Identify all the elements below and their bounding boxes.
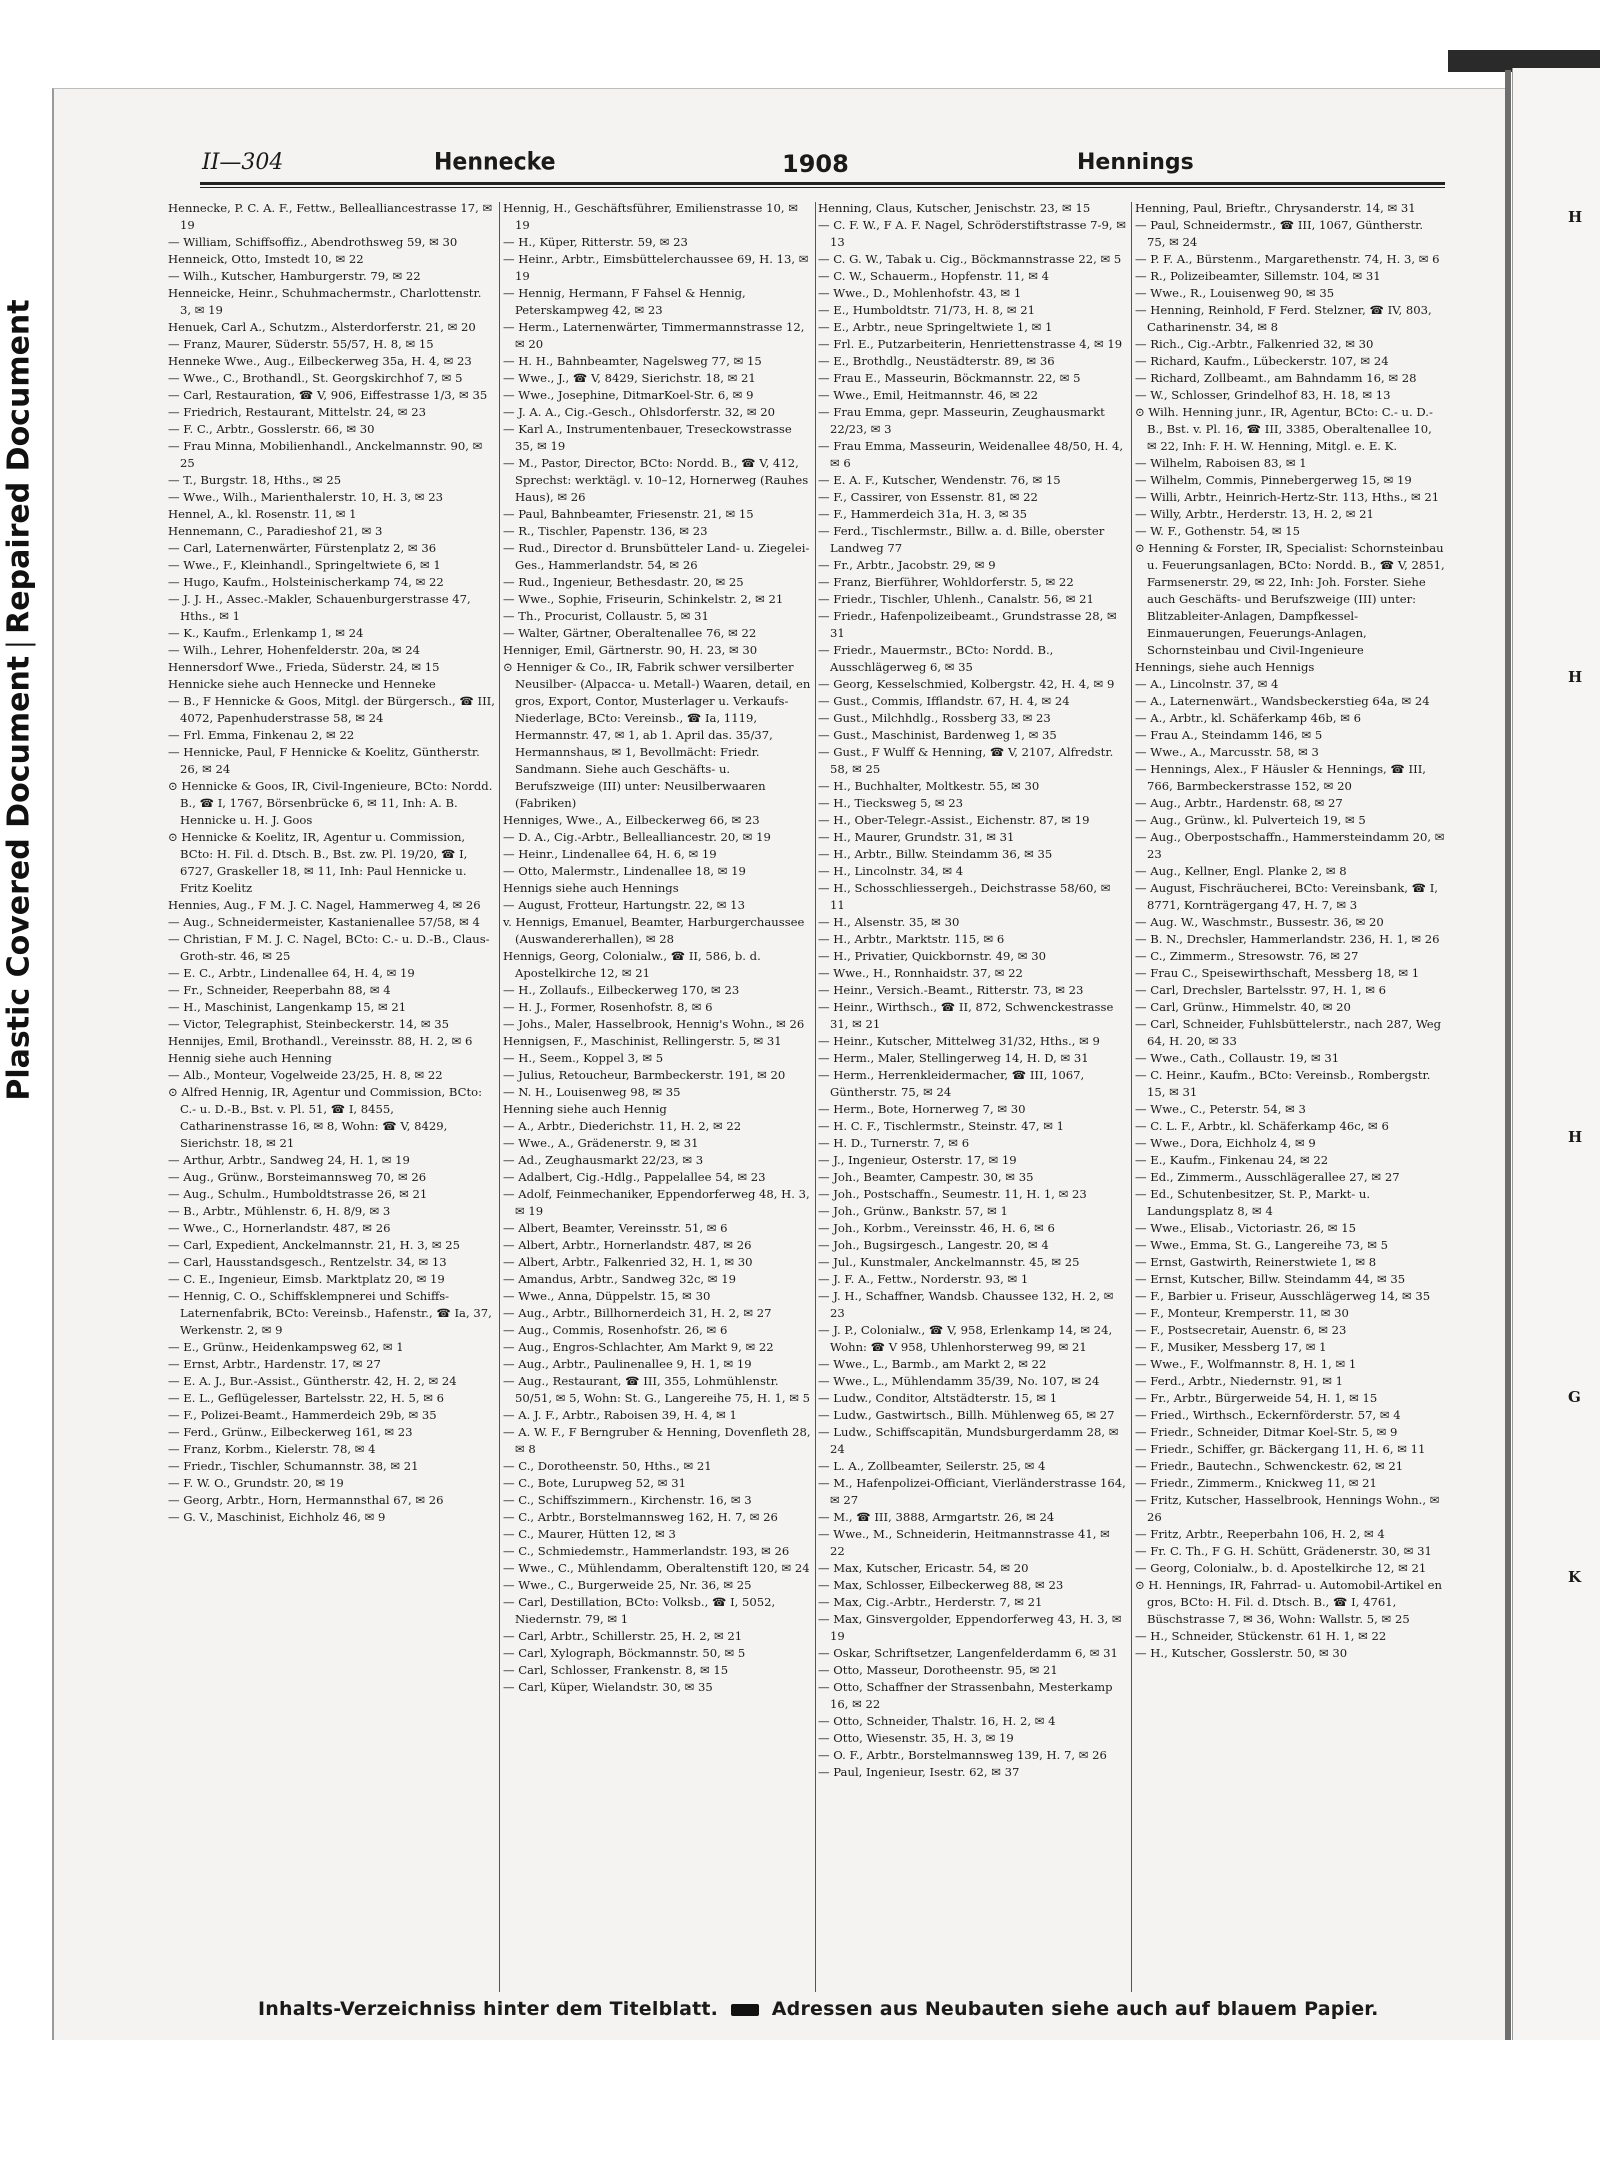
directory-entry: — L. A., Zollbeamter, Seilerstr. 25, ✉ 4 xyxy=(818,1459,1046,1473)
page-number: II—304 xyxy=(202,150,284,175)
directory-entry: — Ad., Zeughausmarkt 22/23, ✉ 3 xyxy=(503,1153,704,1167)
directory-entry: — H., Alsenstr. 35, ✉ 30 xyxy=(818,915,960,929)
directory-entry: — Carl, Schlosser, Frankenstr. 8, ✉ 15 xyxy=(503,1663,729,1677)
directory-entry: — E. A. J., Bur.-Assist., Güntherstr. 42, H. 2, ✉ 24 xyxy=(168,1374,457,1388)
directory-entry: — H., Schneider, Stückenstr. 61 H. 1, ✉ 22 xyxy=(1135,1629,1387,1643)
directory-entry: — A., Arbtr., Diederichstr. 11, H. 2, ✉ 22 xyxy=(503,1119,742,1133)
directory-entry: — Christian, F M. J. C. Nagel, BCto: C.- u. D.-B., Claus-Groth-str. 46, ✉ 25 xyxy=(168,932,490,963)
directory-entry: — Wwe., L., Barmb., am Markt 2, ✉ 22 xyxy=(818,1357,1047,1371)
directory-entry: — Heinr., Lindenallee 64, H. 6, ✉ 19 xyxy=(503,847,717,861)
directory-entry: — Rud., Director d. Brunsbütteler Land- u. Ziegelei-Ges., Hammerlandstr. 54, ✉ 26 xyxy=(503,541,810,572)
directory-entry: — Fr. C. Th., F G. H. Schütt, Grädenerstr. 30, ✉ 31 xyxy=(1135,1544,1432,1558)
directory-entry: — E., Brothdlg., Neustädterstr. 89, ✉ 36 xyxy=(818,354,1055,368)
directory-entry: — Jul., Kunstmaler, Anckelmannstr. 45, ✉ 25 xyxy=(818,1255,1080,1269)
directory-entry: — F. W. O., Grundstr. 20, ✉ 19 xyxy=(168,1476,344,1490)
directory-entry: — Wwe., C., Brothandl., St. Georgskirchhof 7, ✉ 5 xyxy=(168,371,463,385)
adjacent-page-letter: K xyxy=(1568,1568,1582,1586)
directory-column-2 xyxy=(503,200,813,2000)
directory-entry: — H. H., Bahnbeamter, Nagelsweg 77, ✉ 15 xyxy=(503,354,762,368)
directory-entry: Hennigsen, F., Maschinist, Rellingerstr. 5, ✉ 31 xyxy=(503,1034,782,1048)
directory-entry: — Frau C., Speisewirthschaft, Messberg 18, ✉ 1 xyxy=(1135,966,1420,980)
directory-entry: — H., Küper, Ritterstr. 59, ✉ 23 xyxy=(503,235,688,249)
directory-entry: — Joh., Postschaffn., Seumestr. 11, H. 1, ✉ 23 xyxy=(818,1187,1087,1201)
side-label-separator xyxy=(5,644,35,646)
directory-entry: — Carl, Xylograph, Böckmannstr. 50, ✉ 5 xyxy=(503,1646,746,1660)
directory-entry: — F., Barbier u. Friseur, Ausschlägerweg 14, ✉ 35 xyxy=(1135,1289,1431,1303)
directory-entry: — R., Polizeibeamter, Sillemstr. 104, ✉ 31 xyxy=(1135,269,1381,283)
directory-entry: — F., Musiker, Messberg 17, ✉ 1 xyxy=(1135,1340,1327,1354)
directory-entry: Hennigs siehe auch Hennings xyxy=(503,881,679,895)
directory-entry: — H. C. F., Tischlermstr., Steinstr. 47, ✉ 1 xyxy=(818,1119,1065,1133)
directory-entry: — M., Pastor, Director, BCto: Nordd. B., ☎ V, 412, Sprechst: werktägl. v. 10–12, Hornerweg (Rauhes Haus), ✉ 26 xyxy=(503,456,809,504)
page-footer xyxy=(258,1998,1438,2020)
directory-entry: Hennicke siehe auch Hennecke und Henneke xyxy=(168,677,436,691)
directory-entry: — Wwe., C., Burgerweide 25, Nr. 36, ✉ 25 xyxy=(503,1578,752,1592)
directory-entry: — Friedr., Tischler, Uhlenh., Canalstr. 56, ✉ 21 xyxy=(818,592,1094,606)
directory-entry: — Friedr., Bautechn., Schwenckestr. 62, ✉ 21 xyxy=(1135,1459,1404,1473)
directory-entry: — Frl. Emma, Finkenau 2, ✉ 22 xyxy=(168,728,355,742)
directory-entry: — F., Hammerdeich 31a, H. 3, ✉ 35 xyxy=(818,507,1028,521)
directory-entry: — K., Kaufm., Erlenkamp 1, ✉ 24 xyxy=(168,626,364,640)
directory-entry: — Heinr., Wirthsch., ☎ II, 872, Schwenckestrasse 31, ✉ 21 xyxy=(818,1000,1114,1031)
directory-entry: — Wwe., F., Wolfmannstr. 8, H. 1, ✉ 1 xyxy=(1135,1357,1357,1371)
directory-entry: — Aug., Arbtr., Paulinenallee 9, H. 1, ✉ 19 xyxy=(503,1357,752,1371)
directory-entry: — E. C., Arbtr., Lindenallee 64, H. 4, ✉ 19 xyxy=(168,966,415,980)
directory-entry: — Paul, Schneidermstr., ☎ III, 1067, Güntherstr. 75, ✉ 24 xyxy=(1135,218,1424,249)
directory-entry: Hennig, H., Geschäftsführer, Emilienstrasse 10, ✉ 19 xyxy=(503,201,798,232)
directory-entry: — Wwe., D., Mohlenhofstr. 43, ✉ 1 xyxy=(818,286,1022,300)
directory-entry: — Wwe., Cath., Collaustr. 19, ✉ 31 xyxy=(1135,1051,1340,1065)
directory-entry: v. Hennigs, Emanuel, Beamter, Harburgerchaussee (Auswandererhallen), ✉ 28 xyxy=(503,915,805,946)
directory-entry: — Th., Procurist, Collaustr. 5, ✉ 31 xyxy=(503,609,709,623)
side-label-left: Plastic Covered Document xyxy=(1,655,37,1101)
directory-entry: — Franz, Maurer, Süderstr. 55/57, H. 8, ✉ 15 xyxy=(168,337,434,351)
directory-entry: — Wwe., J., ☎ V, 8429, Sierichstr. 18, ✉ 21 xyxy=(503,371,756,385)
directory-entry: — Georg, Colonialw., b. d. Apostelkirche 12, ✉ 21 xyxy=(1135,1561,1427,1575)
directory-entry: — Wilh., Kutscher, Hamburgerstr. 79, ✉ 22 xyxy=(168,269,421,283)
directory-entry: — E., Grünw., Heidenkampsweg 62, ✉ 1 xyxy=(168,1340,404,1354)
directory-entry: Henneke Wwe., Aug., Eilbeckerweg 35a, H. 4, ✉ 23 xyxy=(168,354,472,368)
directory-entry: — Gust., Commis, Ifflandstr. 67, H. 4, ✉ 24 xyxy=(818,694,1070,708)
directory-entry: — Herm., Herrenkleidermacher, ☎ III, 1067, Güntherstr. 75, ✉ 24 xyxy=(818,1068,1085,1099)
directory-entry: Hennies, Aug., F M. J. C. Nagel, Hammerweg 4, ✉ 26 xyxy=(168,898,481,912)
directory-entry: — Henning, Reinhold, F Ferd. Stelzner, ☎ IV, 803, Catharinenstr. 34, ✉ 8 xyxy=(1135,303,1432,334)
directory-entry: — E., Kaufm., Finkenau 24, ✉ 22 xyxy=(1135,1153,1329,1167)
adjacent-page-edge xyxy=(1512,68,1600,2040)
directory-entry: Hennigs, Georg, Colonialw., ☎ II, 586, b. d. Apostelkirche 12, ✉ 21 xyxy=(503,949,761,980)
directory-entry: — C. Heinr., Kaufm., BCto: Vereinsb., Rombergstr. 15, ✉ 31 xyxy=(1135,1068,1431,1099)
directory-entry: — A. W. F., F Berngruber & Henning, Dovenfleth 28, ✉ 8 xyxy=(503,1425,811,1456)
directory-entry: — C. E., Ingenieur, Eimsb. Marktplatz 20, ✉ 19 xyxy=(168,1272,445,1286)
directory-entry: — Franz, Bierführer, Wohldorferstr. 5, ✉ 22 xyxy=(818,575,1074,589)
directory-entry: — E. L., Geflügelesser, Bartelsstr. 22, H. 5, ✉ 6 xyxy=(168,1391,444,1405)
directory-entry: — Aug., Arbtr., Billhornerdeich 31, H. 2, ✉ 27 xyxy=(503,1306,772,1320)
directory-entry: — Karl A., Instrumentenbauer, Treseckowstrasse 35, ✉ 19 xyxy=(503,422,792,453)
adjacent-page-letter: G xyxy=(1568,1388,1581,1406)
directory-entry: Henning, Paul, Brieftr., Chrysanderstr. 14, ✉ 31 xyxy=(1135,201,1416,215)
directory-entry: — F., Postsecretair, Auenstr. 6, ✉ 23 xyxy=(1135,1323,1347,1337)
footer-address-note: Adressen aus Neubauten siehe auch auf blauem Papier. xyxy=(771,1998,1379,2020)
directory-entry: — Paul, Bahnbeamter, Friesenstr. 21, ✉ 15 xyxy=(503,507,754,521)
directory-entry: Hennemann, C., Paradieshof 21, ✉ 3 xyxy=(168,524,383,538)
side-label-right: Repaired Document xyxy=(1,299,37,634)
directory-entry: — Ed., Zimmerm., Ausschlägerallee 27, ✉ 27 xyxy=(1135,1170,1400,1184)
directory-entry: — Carl, Grünw., Himmelstr. 40, ✉ 20 xyxy=(1135,1000,1351,1014)
directory-entry: — Otto, Masseur, Dorotheenstr. 95, ✉ 21 xyxy=(818,1663,1058,1677)
directory-entry: — Aug., Arbtr., Hardenstr. 68, ✉ 27 xyxy=(1135,796,1343,810)
directory-entry: — Gust., Maschinist, Bardenweg 1, ✉ 35 xyxy=(818,728,1057,742)
directory-entry: — Aug., Commis, Rosenhofstr. 26, ✉ 6 xyxy=(503,1323,728,1337)
directory-entry: — Wwe., R., Louisenweg 90, ✉ 35 xyxy=(1135,286,1335,300)
directory-entry: — Otto, Schneider, Thalstr. 16, H. 2, ✉ 4 xyxy=(818,1714,1056,1728)
directory-entry: — Max, Ginsvergolder, Eppendorferweg 43, H. 3, ✉ 19 xyxy=(818,1612,1122,1643)
page-header xyxy=(202,150,1442,180)
directory-entry: — C. W., Schauerm., Hopfenstr. 11, ✉ 4 xyxy=(818,269,1050,283)
directory-entry: — Carl, Expedient, Anckelmannstr. 21, H. 3, ✉ 25 xyxy=(168,1238,460,1252)
directory-entry: — Friedr., Hafenpolizeibeamt., Grundstrasse 28, ✉ 31 xyxy=(818,609,1117,640)
directory-entry: ⊙ Wilh. Henning junr., IR, Agentur, BCto: C.- u. D.-B., Bst. v. Pl. 16, ☎ III, 3385, Oberaltenallee 10, ✉ 22, Inh: F. H. W. Henning, Mitgl. e. E. K. xyxy=(1135,405,1433,453)
directory-entry: Hennecke, P. C. A. F., Fettw., Bellealliancestrasse 17, ✉ 19 xyxy=(168,201,493,232)
directory-entry: — Wwe., Emil, Heitmannstr. 46, ✉ 22 xyxy=(818,388,1038,402)
directory-entry: — Friedrich, Restaurant, Mittelstr. 24, ✉ 23 xyxy=(168,405,426,419)
directory-entry: Henniges, Wwe., A., Eilbeckerweg 66, ✉ 23 xyxy=(503,813,760,827)
adjacent-page-letter: H xyxy=(1568,208,1583,226)
directory-column-1 xyxy=(168,200,495,2000)
directory-entry: — Wwe., Sophie, Friseurin, Schinkelstr. 2, ✉ 21 xyxy=(503,592,784,606)
directory-entry: — Friedr., Mauermstr., BCto: Nordd. B., Ausschlägerweg 6, ✉ 35 xyxy=(818,643,1054,674)
directory-entry: ⊙ Henniger & Co., IR, Fabrik schwer versilberter Neusilber- (Alpacca- u. Metall-) Waaren, detail, en gros, Export, Contor, Musterlager u. Verkaufs-Niederlage, BCto: Vereinsb., ☎ Ia, 1119, Hermannstr. 47, ✉ 1, ab 1. April das. 35/37, Hermannshaus, ✉ 1, Bevollmächt: Friedr. Sandmann. Siehe auch Geschäfts- u. Berufszweige (III) unter: Neusilberwaaren (Fabriken) xyxy=(503,660,811,810)
directory-entry: — Wwe., A., Marcusstr. 58, ✉ 3 xyxy=(1135,745,1319,759)
directory-entry: — Joh., Beamter, Campestr. 30, ✉ 35 xyxy=(818,1170,1034,1184)
directory-entry: — Fritz, Kutscher, Hasselbrook, Hennings Wohn., ✉ 26 xyxy=(1135,1493,1440,1524)
directory-entry: Henuek, Carl A., Schutzm., Alsterdorferstr. 21, ✉ 20 xyxy=(168,320,476,334)
directory-entry: — J. H., Schaffner, Wandsb. Chaussee 132, H. 2, ✉ 23 xyxy=(818,1289,1114,1320)
directory-entry: — C. G. W., Tabak u. Cig., Böckmannstrasse 22, ✉ 5 xyxy=(818,252,1122,266)
directory-entry: Hennings, siehe auch Hennigs xyxy=(1135,660,1315,674)
directory-entry: — Friedr., Schneider, Ditmar Koel-Str. 5, ✉ 9 xyxy=(1135,1425,1398,1439)
directory-entry: — G. V., Maschinist, Eichholz 46, ✉ 9 xyxy=(168,1510,386,1524)
directory-entry: — Carl, Hausstandsgesch., Rentzelstr. 34, ✉ 13 xyxy=(168,1255,447,1269)
directory-column-4 xyxy=(1135,200,1445,2000)
directory-entry: ⊙ H. Hennings, IR, Fahrrad- u. Automobil-Artikel en gros, BCto: H. Fil. d. Dtsch. B., ☎ I, 4761, Büschstrasse 7, ✉ 36, Wohn: Wallstr. 5, ✉ 25 xyxy=(1135,1578,1442,1626)
directory-entry: — Fritz, Arbtr., Reeperbahn 106, H. 2, ✉ 4 xyxy=(1135,1527,1385,1541)
directory-entry: — Ed., Schutenbesitzer, St. P., Markt- u. Landungsplatz 8, ✉ 4 xyxy=(1135,1187,1371,1218)
directory-entry: — Ernst, Kutscher, Billw. Steindamm 44, ✉ 35 xyxy=(1135,1272,1406,1286)
directory-entry: — A., Lincolnstr. 37, ✉ 4 xyxy=(1135,677,1279,691)
header-left-title: Hennecke xyxy=(434,148,556,177)
directory-entry: — C. F. W., F A. F. Nagel, Schröderstiftstrasse 7-9, ✉ 13 xyxy=(818,218,1126,249)
directory-entry: Hennersdorf Wwe., Frieda, Süderstr. 24, ✉ 15 xyxy=(168,660,440,674)
directory-entry: Henneicke, Heinr., Schuhmachermstr., Charlottenstr. 3, ✉ 19 xyxy=(168,286,482,317)
directory-entry: — W. F., Gothenstr. 54, ✉ 15 xyxy=(1135,524,1301,538)
directory-column-3 xyxy=(818,200,1128,2000)
directory-entry: — W., Schlosser, Grindelhof 83, H. 18, ✉ 13 xyxy=(1135,388,1391,402)
directory-entry: — C., Arbtr., Borstelmannsweg 162, H. 7, ✉ 26 xyxy=(503,1510,778,1524)
directory-entry: — Aug., Oberpostschaffn., Hammersteindamm 20, ✉ 23 xyxy=(1135,830,1445,861)
directory-entry: — Otto, Malermstr., Lindenallee 18, ✉ 19 xyxy=(503,864,746,878)
header-rule xyxy=(200,182,1445,185)
directory-entry: — Otto, Schaffner der Strassenbahn, Mesterkamp 16, ✉ 22 xyxy=(818,1680,1113,1711)
directory-entry: — Adolf, Feinmechaniker, Eppendorferweg 48, H. 3, ✉ 19 xyxy=(503,1187,810,1218)
directory-entry: — Richard, Zollbeamt., am Bahndamm 16, ✉ 28 xyxy=(1135,371,1417,385)
directory-entry: — F., Cassirer, von Essenstr. 81, ✉ 22 xyxy=(818,490,1038,504)
directory-entry: — Wilhelm, Commis, Pinnebergerweg 15, ✉ 19 xyxy=(1135,473,1412,487)
directory-entry: — William, Schiffsoffiz., Abendrothsweg 59, ✉ 30 xyxy=(168,235,458,249)
directory-entry: — Herm., Maler, Stellingerweg 14, H. D, ✉ 31 xyxy=(818,1051,1089,1065)
directory-entry: — H., Ober-Telegr.-Assist., Eichenstr. 87, ✉ 19 xyxy=(818,813,1090,827)
directory-entry: — Willi, Arbtr., Heinrich-Hertz-Str. 113, Hths., ✉ 21 xyxy=(1135,490,1440,504)
directory-entry: — Friedr., Schiffer, gr. Bäckergang 11, H. 6, ✉ 11 xyxy=(1135,1442,1426,1456)
directory-entry: — Max, Cig.-Arbtr., Herderstr. 7, ✉ 21 xyxy=(818,1595,1043,1609)
directory-entry: — Wwe., L., Mühlendamm 35/39, No. 107, ✉ 24 xyxy=(818,1374,1100,1388)
directory-entry: — E. A. F., Kutscher, Wendenstr. 76, ✉ 15 xyxy=(818,473,1061,487)
directory-entry: — C., Schiffszimmern., Kirchenstr. 16, ✉ 3 xyxy=(503,1493,752,1507)
directory-entry: ⊙ Hennicke & Goos, IR, Civil-Ingenieure, BCto: Nordd. B., ☎ I, 1767, Börsenbrücke 6, ✉ 11, Inh: A. B. Hennicke u. H. J. Goos xyxy=(168,779,493,827)
directory-entry: — Carl, Restauration, ☎ V, 906, Eiffestrasse 1/3, ✉ 35 xyxy=(168,388,488,402)
directory-entry: ⊙ Alfred Hennig, IR, Agentur und Commission, BCto: C.- u. D.-B., Bst. v. Pl. 51, ☎ I, 8455, Catharinenstrasse 16, ✉ 8, Wohn: ☎ V, 8429, Sierichstr. 18, ✉ 21 xyxy=(168,1085,483,1150)
directory-entry: — J. F. A., Fettw., Norderstr. 93, ✉ 1 xyxy=(818,1272,1029,1286)
directory-entry: — Ludw., Gastwirtsch., Billh. Mühlenweg 65, ✉ 27 xyxy=(818,1408,1115,1422)
directory-entry: Henneick, Otto, Imstedt 10, ✉ 22 xyxy=(168,252,364,266)
page-gutter-shadow xyxy=(1505,70,1511,2040)
directory-entry: — Friedr., Zimmerm., Knickweg 11, ✉ 21 xyxy=(1135,1476,1377,1490)
directory-entry: — M., Hafenpolizei-Officiant, Vierländerstrasse 164, ✉ 27 xyxy=(818,1476,1126,1507)
directory-entry: — Johs., Maler, Hasselbrook, Hennig's Wohn., ✉ 26 xyxy=(503,1017,805,1031)
directory-entry: — Ernst, Arbtr., Hardenstr. 17, ✉ 27 xyxy=(168,1357,381,1371)
directory-entry: — Julius, Retoucheur, Barmbeckerstr. 191, ✉ 20 xyxy=(503,1068,786,1082)
directory-entry: — Max, Kutscher, Ericastr. 54, ✉ 20 xyxy=(818,1561,1029,1575)
directory-entry: — Richard, Kaufm., Lübeckerstr. 107, ✉ 24 xyxy=(1135,354,1389,368)
directory-entry: Hennel, A., kl. Rosenstr. 11, ✉ 1 xyxy=(168,507,357,521)
directory-entry: — Hennicke, Paul, F Hennicke & Koelitz, Güntherstr. 26, ✉ 24 xyxy=(168,745,480,776)
directory-entry: — Albert, Arbtr., Hornerlandstr. 487, ✉ 26 xyxy=(503,1238,752,1252)
directory-entry: — Georg, Arbtr., Horn, Hermannsthal 67, ✉ 26 xyxy=(168,1493,444,1507)
directory-entry: — Oskar, Schriftsetzer, Langenfelderdamm 6, ✉ 31 xyxy=(818,1646,1118,1660)
directory-entry: — August, Frotteur, Hartungstr. 22, ✉ 13 xyxy=(503,898,745,912)
directory-entry: — Albert, Beamter, Vereinsstr. 51, ✉ 6 xyxy=(503,1221,728,1235)
directory-entry: — C., Maurer, Hütten 12, ✉ 3 xyxy=(503,1527,676,1541)
directory-entry: — Wwe., Anna, Düppelstr. 15, ✉ 30 xyxy=(503,1289,711,1303)
directory-entry: — Fr., Schneider, Reeperbahn 88, ✉ 4 xyxy=(168,983,391,997)
side-label-strip xyxy=(0,150,38,1250)
directory-entry: — Carl, Laternenwärter, Fürstenplatz 2, ✉ 36 xyxy=(168,541,437,555)
directory-entry: — H., Zollaufs., Eilbeckerweg 170, ✉ 23 xyxy=(503,983,740,997)
directory-entry: — C., Dorotheenstr. 50, Hths., ✉ 21 xyxy=(503,1459,712,1473)
directory-entry: Henning, Claus, Kutscher, Jenischstr. 23, ✉ 15 xyxy=(818,201,1091,215)
directory-entry: — Fr., Arbtr., Jacobstr. 29, ✉ 9 xyxy=(818,558,996,572)
directory-entry: — J. A. A., Cig.-Gesch., Ohlsdorferstr. 32, ✉ 20 xyxy=(503,405,776,419)
directory-entry: — H., Buchhalter, Moltkestr. 55, ✉ 30 xyxy=(818,779,1040,793)
directory-entry: ⊙ Henning & Forster, IR, Specialist: Schornsteinbau u. Feuerungsanlagen, BCto: Nordd. B., ☎ V, 2851, Farmsenerstr. 29, ✉ 22, Inh: Joh. Forster. Siehe auch Geschäfts- und Berufszweige (III) unter: Blitzableiter-Anlagen, Dampfkessel-Einmauerungen, Feuerungs-Anlagen, Schornsteinbau und Civil-Ingenieure xyxy=(1135,541,1445,657)
directory-entry: — Hugo, Kaufm., Holsteinischerkamp 74, ✉ 22 xyxy=(168,575,444,589)
directory-entry: Hennig siehe auch Henning xyxy=(168,1051,332,1065)
directory-entry: — M., ☎ III, 3888, Armgartstr. 26, ✉ 24 xyxy=(818,1510,1055,1524)
directory-entry: — Amandus, Arbtr., Sandweg 32c, ✉ 19 xyxy=(503,1272,736,1286)
directory-entry: — J. P., Colonialw., ☎ V, 958, Erlenkamp 14, ✉ 24, Wohn: ☎ V 958, Uhlenhorsterweg 99, ✉ 21 xyxy=(818,1323,1113,1354)
directory-entry: — Friedr., Tischler, Schumannstr. 38, ✉ 21 xyxy=(168,1459,419,1473)
directory-entry: — Ferd., Arbtr., Niedernstr. 91, ✉ 1 xyxy=(1135,1374,1344,1388)
directory-entry: — A. J. F., Arbtr., Raboisen 39, H. 4, ✉ 1 xyxy=(503,1408,737,1422)
directory-entry: Henning siehe auch Hennig xyxy=(503,1102,667,1116)
pointing-hand-icon xyxy=(731,2004,759,2016)
directory-entry: — Willy, Arbtr., Herderstr. 13, H. 2, ✉ 21 xyxy=(1135,507,1374,521)
directory-entry: — A., Laternenwärt., Wandsbeckerstieg 64a, ✉ 24 xyxy=(1135,694,1430,708)
directory-entry: — H., Maschinist, Langenkamp 15, ✉ 21 xyxy=(168,1000,407,1014)
directory-entry: — T., Burgstr. 18, Hths., ✉ 25 xyxy=(168,473,342,487)
directory-entry: — Wwe., Emma, St. G., Langereihe 73, ✉ 5 xyxy=(1135,1238,1389,1252)
directory-entry: — Wilh., Lehrer, Hohenfelderstr. 20a, ✉ 24 xyxy=(168,643,421,657)
directory-entry: — E., Arbtr., neue Springeltwiete 1, ✉ 1 xyxy=(818,320,1053,334)
directory-entry: — H., Maurer, Grundstr. 31, ✉ 31 xyxy=(818,830,1015,844)
directory-entry: — Wwe., M., Schneiderin, Heitmannstrasse 41, ✉ 22 xyxy=(818,1527,1110,1558)
column-divider xyxy=(815,202,816,1992)
directory-entry: — Aug., Schneidermeister, Kastanienallee 57/58, ✉ 4 xyxy=(168,915,480,929)
directory-entry: — Joh., Grünw., Bankstr. 57, ✉ 1 xyxy=(818,1204,1008,1218)
directory-entry: — Frau Minna, Mobilienhandl., Anckelmannstr. 90, ✉ 25 xyxy=(168,439,483,470)
header-rule-thin xyxy=(200,187,1445,188)
directory-entry: — Frau Emma, gepr. Masseurin, Zeughausmarkt 22/23, ✉ 3 xyxy=(818,405,1105,436)
directory-entry: — Victor, Telegraphist, Steinbeckerstr. 14, ✉ 35 xyxy=(168,1017,450,1031)
directory-entry: — Ludw., Schiffscapitän, Mundsburgerdamm 28, ✉ 24 xyxy=(818,1425,1119,1456)
directory-entry: — Frau Emma, Masseurin, Weidenallee 48/50, H. 4, ✉ 6 xyxy=(818,439,1124,470)
directory-entry: — Aug., Engros-Schlachter, Am Markt 9, ✉ 22 xyxy=(503,1340,774,1354)
directory-entry: — Aug. W., Waschmstr., Bussestr. 36, ✉ 20 xyxy=(1135,915,1384,929)
directory-entry: — C., Zimmerm., Stresowstr. 76, ✉ 27 xyxy=(1135,949,1359,963)
directory-entry: — H., Privatier, Quickbornstr. 49, ✉ 30 xyxy=(818,949,1046,963)
directory-entry: — F., Polizei-Beamt., Hammerdeich 29b, ✉ 35 xyxy=(168,1408,437,1422)
directory-entry: — Wwe., C., Hornerlandstr. 487, ✉ 26 xyxy=(168,1221,391,1235)
directory-entry: Hennijes, Emil, Brothandl., Vereinsstr. 88, H. 2, ✉ 6 xyxy=(168,1034,473,1048)
directory-entry: — Wwe., F., Kleinhandl., Springeltwiete 6, ✉ 1 xyxy=(168,558,441,572)
directory-entry: — D. A., Cig.-Arbtr., Bellealliancestr. 20, ✉ 19 xyxy=(503,830,771,844)
directory-entry: — Wwe., Elisab., Victoriastr. 26, ✉ 15 xyxy=(1135,1221,1356,1235)
directory-entry: — Frau A., Steindamm 146, ✉ 5 xyxy=(1135,728,1323,742)
directory-entry: — Wwe., Dora, Eichholz 4, ✉ 9 xyxy=(1135,1136,1316,1150)
directory-entry: — Gust., Milchhdlg., Rossberg 33, ✉ 23 xyxy=(818,711,1051,725)
directory-entry: — Heinr., Arbtr., Eimsbüttelerchaussee 69, H. 13, ✉ 19 xyxy=(503,252,809,283)
directory-entry: — Rud., Ingenieur, Bethesdastr. 20, ✉ 25 xyxy=(503,575,744,589)
directory-entry: — Ferd., Grünw., Eilbeckerweg 161, ✉ 23 xyxy=(168,1425,413,1439)
directory-entry: — Alb., Monteur, Vogelweide 23/25, H. 8, ✉ 22 xyxy=(168,1068,443,1082)
directory-entry: — August, Fischräucherei, BCto: Vereinsbank, ☎ I, 8771, Kornträgergang 47, H. 7, ✉ 3 xyxy=(1135,881,1438,912)
directory-entry: — C., Bote, Lurupweg 52, ✉ 31 xyxy=(503,1476,686,1490)
directory-entry: — H., Schosschliessergeh., Deichstrasse 58/60, ✉ 11 xyxy=(818,881,1111,912)
directory-entry: — N. H., Louisenweg 98, ✉ 35 xyxy=(503,1085,681,1099)
directory-entry: — Wwe., C., Peterstr. 54, ✉ 3 xyxy=(1135,1102,1306,1116)
directory-entry: — F., Monteur, Kremperstr. 11, ✉ 30 xyxy=(1135,1306,1349,1320)
directory-entry: — R., Tischler, Papenstr. 136, ✉ 23 xyxy=(503,524,708,538)
directory-entry: Henniger, Emil, Gärtnerstr. 90, H. 23, ✉ 30 xyxy=(503,643,758,657)
directory-entry: — O. F., Arbtr., Borstelmannsweg 139, H. 7, ✉ 26 xyxy=(818,1748,1107,1762)
header-year: 1908 xyxy=(782,150,849,178)
directory-entry: — Wwe., Josephine, DitmarKoel-Str. 6, ✉ 9 xyxy=(503,388,754,402)
directory-entry: — Carl, Küper, Wielandstr. 30, ✉ 35 xyxy=(503,1680,713,1694)
directory-entry: — Herm., Laternenwärter, Timmermannstrasse 12, ✉ 20 xyxy=(503,320,805,351)
directory-entry: — Hennig, Hermann, F Fahsel & Hennig, Peterskampweg 42, ✉ 23 xyxy=(503,286,746,317)
directory-entry: — Wilhelm, Raboisen 83, ✉ 1 xyxy=(1135,456,1307,470)
directory-entry: — Franz, Korbm., Kielerstr. 78, ✉ 4 xyxy=(168,1442,376,1456)
directory-entry: — Herm., Bote, Hornerweg 7, ✉ 30 xyxy=(818,1102,1026,1116)
directory-entry: — E., Humboldtstr. 71/73, H. 8, ✉ 21 xyxy=(818,303,1035,317)
directory-entry: ⊙ Hennicke & Koelitz, IR, Agentur u. Commission, BCto: H. Fil. d. Dtsch. B., Bst. zw. Pl. 19/20, ☎ I, 6727, Graskeller 18, ✉ 11, Inh: Paul Hennicke u. Fritz Koelitz xyxy=(168,830,468,895)
directory-entry: — H. J., Former, Rosenhofstr. 8, ✉ 6 xyxy=(503,1000,713,1014)
directory-entry: — H., Arbtr., Billw. Steindamm 36, ✉ 35 xyxy=(818,847,1053,861)
directory-entry: — Ernst, Gastwirth, Reinerstwiete 1, ✉ 8 xyxy=(1135,1255,1377,1269)
directory-entry: — H., Seem., Koppel 3, ✉ 5 xyxy=(503,1051,664,1065)
directory-entry: — Adalbert, Cig.-Hdlg., Pappelallee 54, ✉ 23 xyxy=(503,1170,766,1184)
directory-entry: — H., Arbtr., Marktstr. 115, ✉ 6 xyxy=(818,932,1005,946)
directory-entry: — Carl, Destillation, BCto: Volksb., ☎ I, 5052, Niedernstr. 79, ✉ 1 xyxy=(503,1595,776,1626)
directory-entry: — Carl, Drechsler, Bartelsstr. 97, H. 1, ✉ 6 xyxy=(1135,983,1387,997)
directory-entry: — B. N., Drechsler, Hammerlandstr. 236, H. 1, ✉ 26 xyxy=(1135,932,1440,946)
directory-entry: — Aug., Kellner, Engl. Planke 2, ✉ 8 xyxy=(1135,864,1347,878)
directory-entry: — Joh., Bugsirgesch., Langestr. 20, ✉ 4 xyxy=(818,1238,1049,1252)
directory-entry: — Aug., Schulm., Humboldtstrasse 26, ✉ 21 xyxy=(168,1187,428,1201)
directory-entry: — Ferd., Tischlermstr., Billw. a. d. Bille, oberster Landweg 77 xyxy=(818,524,1105,555)
directory-entry: — Frau E., Masseurin, Böckmannstr. 22, ✉ 5 xyxy=(818,371,1081,385)
directory-entry: — J., Ingenieur, Osterstr. 17, ✉ 19 xyxy=(818,1153,1017,1167)
directory-entry: — Aug., Grünw., kl. Pulverteich 19, ✉ 5 xyxy=(1135,813,1366,827)
directory-entry: — Heinr., Kutscher, Mittelweg 31/32, Hths., ✉ 9 xyxy=(818,1034,1100,1048)
directory-entry: — H., Kutscher, Gosslerstr. 50, ✉ 30 xyxy=(1135,1646,1348,1660)
footer-index-note: Inhalts-Verzeichniss hinter dem Titelblatt. xyxy=(258,1998,719,2020)
directory-entry: — Rich., Cig.-Arbtr., Falkenried 32, ✉ 30 xyxy=(1135,337,1374,351)
adjacent-page-letter: H xyxy=(1568,668,1583,686)
directory-entry: — B., F Hennicke & Goos, Mitgl. der Bürgersch., ☎ III, 4072, Papenhuderstrasse 58, ✉ 24 xyxy=(168,694,495,725)
directory-entry: — J. J. H., Assec.-Makler, Schauenburgerstrasse 47, Hths., ✉ 1 xyxy=(168,592,471,623)
directory-entry: — Fried., Wirthsch., Eckernförderstr. 57, ✉ 4 xyxy=(1135,1408,1401,1422)
directory-entry: — Aug., Restaurant, ☎ III, 355, Lohmühlenstr. 50/51, ✉ 5, Wohn: St. G., Langereihe 75, H. 1, ✉ 5 xyxy=(503,1374,811,1405)
directory-entry: — Wwe., H., Ronnhaidstr. 37, ✉ 22 xyxy=(818,966,1023,980)
directory-entry: — Frl. E., Putzarbeiterin, Henriettenstrasse 4, ✉ 19 xyxy=(818,337,1123,351)
directory-entry: — Max, Schlosser, Eilbeckerweg 88, ✉ 23 xyxy=(818,1578,1064,1592)
directory-entry: — Gust., F Wulff & Henning, ☎ V, 2107, Alfredstr. 58, ✉ 25 xyxy=(818,745,1114,776)
directory-entry: — H., Lincolnstr. 34, ✉ 4 xyxy=(818,864,964,878)
adjacent-page-letter: H xyxy=(1568,1128,1583,1146)
directory-entry: — Albert, Arbtr., Falkenried 32, H. 1, ✉ 30 xyxy=(503,1255,753,1269)
directory-entry: — Otto, Wiesenstr. 35, H. 3, ✉ 19 xyxy=(818,1731,1014,1745)
directory-entry: — P. F. A., Bürstenm., Margarethenstr. 74, H. 3, ✉ 6 xyxy=(1135,252,1440,266)
directory-entry: — Ludw., Conditor, Altstädterstr. 15, ✉ 1 xyxy=(818,1391,1058,1405)
directory-entry: — C., Schmiedemstr., Hammerlandstr. 193, ✉ 26 xyxy=(503,1544,790,1558)
directory-entry: — Walter, Gärtner, Oberaltenallee 76, ✉ 22 xyxy=(503,626,757,640)
directory-entry: — Hennig, C. O., Schiffsklempnerei und Schiffs-Laternenfabrik, BCto: Vereinsb., Hafenstr., ☎ Ia, 37, Werkenstr. 2, ✉ 9 xyxy=(168,1289,492,1337)
directory-entry: — B., Arbtr., Mühlenstr. 6, H. 8/9, ✉ 3 xyxy=(168,1204,391,1218)
directory-entry: — H., Tiecksweg 5, ✉ 23 xyxy=(818,796,964,810)
directory-entry: — H. D., Turnerstr. 7, ✉ 6 xyxy=(818,1136,970,1150)
directory-entry: — C. L. F., Arbtr., kl. Schäferkamp 46c, ✉ 6 xyxy=(1135,1119,1389,1133)
directory-entry: — A., Arbtr., kl. Schäferkamp 46b, ✉ 6 xyxy=(1135,711,1361,725)
directory-entry: — Hennings, Alex., F Häusler & Hennings, ☎ III, 766, Barmbeckerstrasse 152, ✉ 20 xyxy=(1135,762,1426,793)
directory-entry: — Georg, Kesselschmied, Kolbergstr. 42, H. 4, ✉ 9 xyxy=(818,677,1115,691)
directory-entry: — Wwe., Wilh., Marienthalerstr. 10, H. 3, ✉ 23 xyxy=(168,490,443,504)
directory-entry: — Fr., Arbtr., Bürgerweide 54, H. 1, ✉ 15 xyxy=(1135,1391,1378,1405)
header-right-title: Hennings xyxy=(1077,150,1194,175)
directory-entry: — Wwe., A., Grädenerstr. 9, ✉ 31 xyxy=(503,1136,699,1150)
column-divider xyxy=(499,202,500,1992)
directory-entry: — Carl, Arbtr., Schillerstr. 25, H. 2, ✉ 21 xyxy=(503,1629,743,1643)
column-divider xyxy=(1131,202,1132,1992)
directory-entry: — Carl, Schneider, Fuhlsbüttelerstr., nach 287, Weg 64, H. 20, ✉ 33 xyxy=(1135,1017,1442,1048)
directory-entry: — Joh., Korbm., Vereinsstr. 46, H. 6, ✉ 6 xyxy=(818,1221,1055,1235)
directory-entry: — Arthur, Arbtr., Sandweg 24, H. 1, ✉ 19 xyxy=(168,1153,410,1167)
directory-entry: — Wwe., C., Mühlendamm, Oberaltenstift 120, ✉ 24 xyxy=(503,1561,810,1575)
directory-entry: — Paul, Ingenieur, Isestr. 62, ✉ 37 xyxy=(818,1765,1020,1779)
directory-entry: — Aug., Grünw., Borsteimannsweg 70, ✉ 26 xyxy=(168,1170,427,1184)
directory-entry: — F. C., Arbtr., Gosslerstr. 66, ✉ 30 xyxy=(168,422,375,436)
directory-entry: — Heinr., Versich.-Beamt., Ritterstr. 73, ✉ 23 xyxy=(818,983,1084,997)
